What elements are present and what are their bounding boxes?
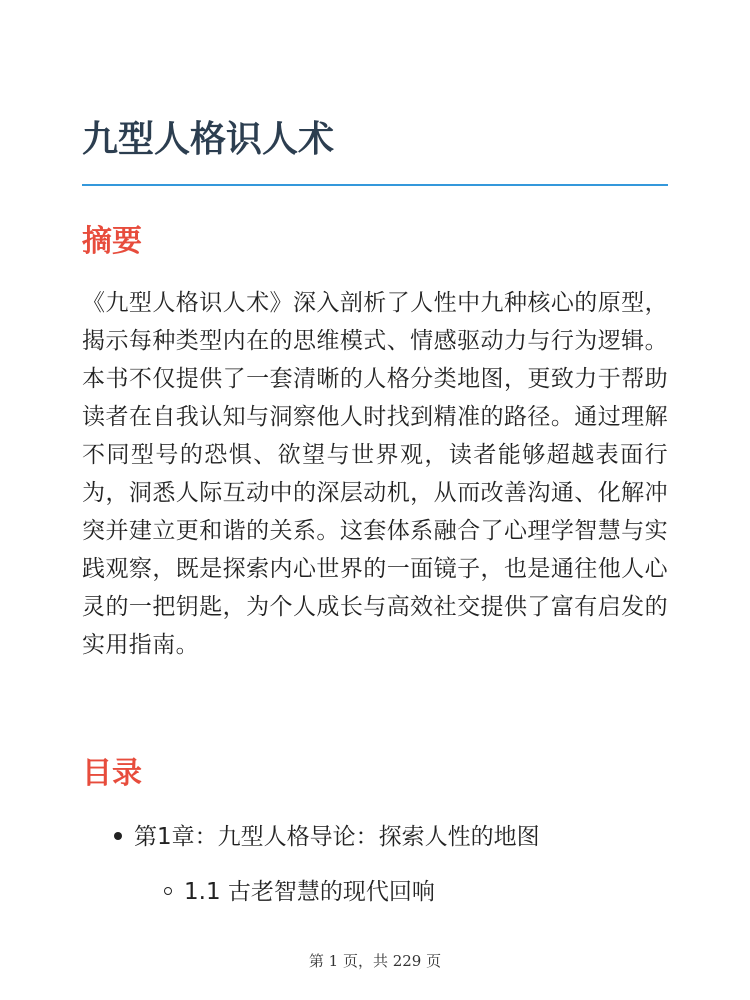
toc-item-label: 1.1 古老智慧的现代回响 <box>184 879 435 905</box>
abstract-body: 《九型人格识人术》深入剖析了人性中九种核心的原型，揭示每种类型内在的思维模式、情感驱动力与行为逻辑。本书不仅提供了一套清晰的人格分类地图，更致力于帮助读者在自我认知与洞察他人时找到精准的路径。通过理解不同型号的恐惧、欲望与世界观，读者能够超越表面行为，洞悉人际互动中的深层动机，从而改善沟通、化解冲突并建立更和谐的关系。这套体系融合了心理学智慧与实践观察，既是探索内心世界的一面镜子，也是通往他人心灵的一把钥匙，为个人成长与高效社交提供了富有启发的实用指南。 <box>82 290 668 658</box>
title-divider <box>82 184 668 186</box>
toc-item-label: 第1章：九型人格导论：探索人性的地图 <box>134 824 540 850</box>
document-title: 九型人格识人术 <box>82 119 335 160</box>
document-page <box>82 0 668 1000</box>
bullet-circle-icon <box>164 887 172 895</box>
abstract-heading: 摘要 <box>82 224 142 259</box>
toc-item-chapter-1[interactable] <box>114 818 540 856</box>
toc-item-section-1-1[interactable] <box>164 873 435 911</box>
page-number-footer: 第 1 页，共 229 页 <box>308 952 442 970</box>
toc-heading: 目录 <box>82 756 142 791</box>
bullet-disc-icon <box>114 832 122 840</box>
